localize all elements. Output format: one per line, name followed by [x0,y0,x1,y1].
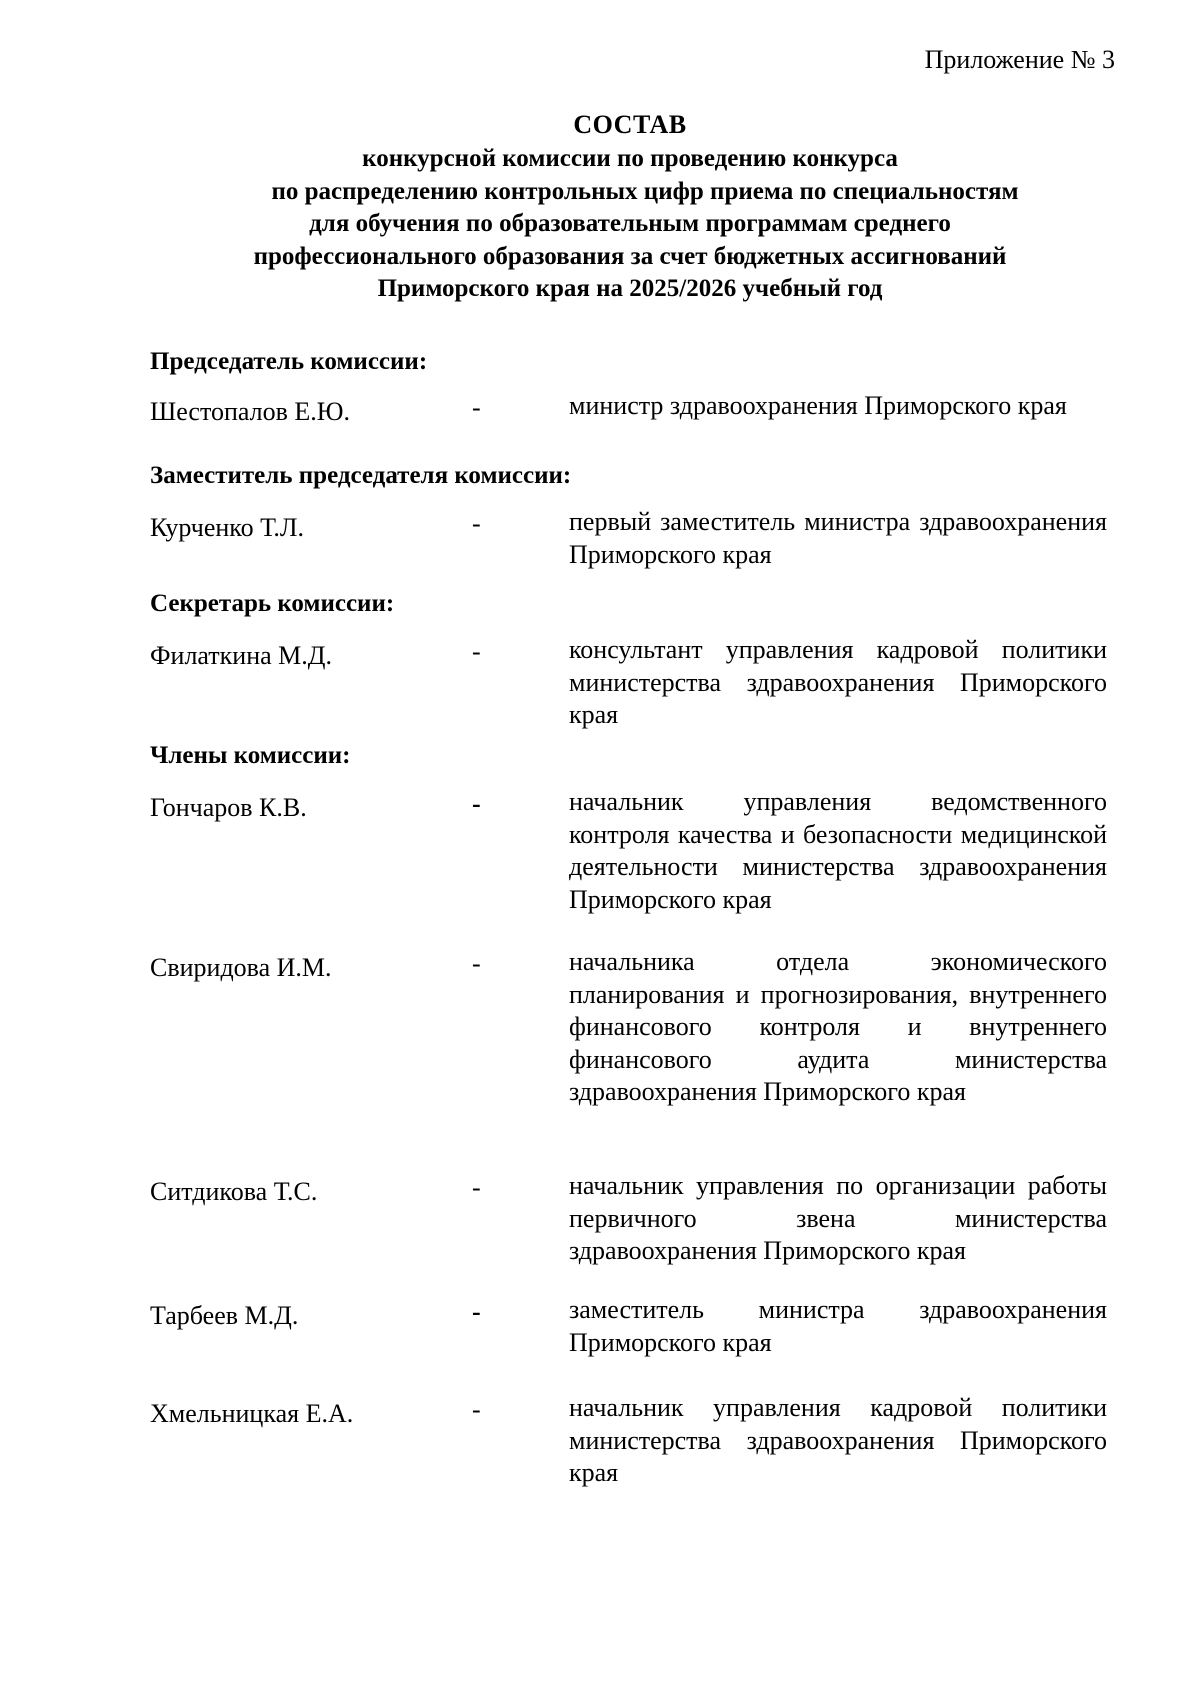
member-role: первый заместитель министра здравоохранения Приморского края [569,507,1107,569]
member-row [150,635,1115,729]
member-dash: - [472,1173,481,1202]
member-dash: - [472,393,481,422]
title-main: СОСТАВ [573,110,687,139]
title-line: Приморского края на 2025/2026 учебный год [377,275,883,302]
member-role: министр здравоохранения Приморского края [569,391,1067,420]
member-row [150,787,1115,914]
member-role: начальник управления кадровой политики министерства здравоохранения Приморского края [569,1393,1107,1487]
appendix-number: Приложение № 3 [924,45,1115,74]
member-dash: - [472,789,481,818]
heading-chairman: Председатель комиссии: [150,348,428,375]
member-dash: - [472,1297,481,1326]
member-dash: - [472,637,481,666]
member-role: начальник управления ведомственного контроля качества и безопасности медицинской деятельности министерства здравоохранения Приморского края [569,787,1107,914]
member-name: Гончаров К.В. [150,793,307,822]
member-row [150,507,1115,569]
member-name: Хмельницкая Е.А. [150,1399,354,1428]
member-name: Ситдикова Т.С. [150,1177,318,1206]
heading-deputy: Заместитель председателя комиссии: [150,462,572,489]
member-dash: - [472,1395,481,1424]
member-row [150,1393,1115,1487]
title-line: для обучения по образовательным программам среднего [309,210,951,237]
heading-secretary: Секретарь комиссии: [150,590,395,617]
member-role: заместитель министра здравоохранения Приморского края [569,1295,1107,1357]
heading-members: Члены комиссии: [150,742,351,769]
member-row [150,947,1115,1106]
member-row [150,391,1115,426]
member-dash: - [472,949,481,978]
title-line: по распределению контрольных цифр приема по специальностям [271,177,1019,205]
member-name: Филаткина М.Д. [150,641,333,670]
member-role: начальника отдела экономического планирования и прогнозирования, внутреннего финансового контроля и внутреннего финансового аудита министерства здравоохранения Приморского края [569,947,1107,1106]
member-row [150,1295,1115,1357]
title-line: конкурсной комиссии по проведению конкурса [362,145,898,172]
member-role: начальник управления по организации работы первичного звена министерства здравоохранения Приморского края [569,1171,1107,1265]
member-row [150,1171,1115,1265]
member-name: Тарбеев М.Д. [150,1301,299,1330]
member-name: Свиридова И.М. [150,953,332,982]
document-title [0,107,1200,306]
member-name: Шестопалов Е.Ю. [150,397,351,426]
member-dash: - [472,509,481,538]
title-line: профессионального образования за счет бюджетных ассигнований [253,242,1007,270]
member-name: Курченко Т.Л. [150,513,304,542]
member-role: консультант управления кадровой политики министерства здравоохранения Приморского края [569,635,1107,729]
